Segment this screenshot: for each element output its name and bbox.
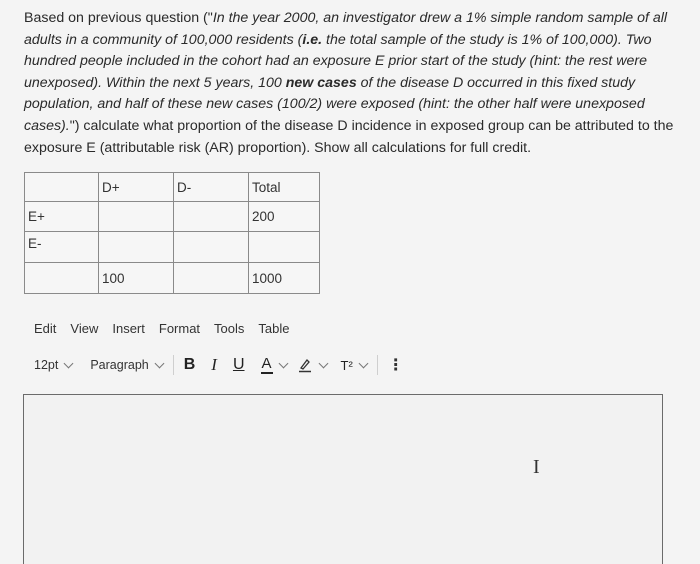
chevron-down-icon (154, 359, 164, 369)
table-cell[interactable] (99, 232, 174, 263)
highlight-pen-icon (297, 357, 313, 373)
table-cell[interactable]: Total (249, 173, 320, 202)
text-color-icon (261, 354, 273, 374)
menu-tools[interactable]: Tools (214, 321, 245, 336)
menu-format[interactable]: Format (158, 321, 201, 336)
contingency-table (24, 172, 320, 294)
text-color-glyph: A (261, 354, 272, 372)
highlight-color-button[interactable] (297, 357, 327, 373)
table-row (25, 232, 320, 263)
menu-view[interactable]: View (70, 321, 99, 336)
toolbar-divider (377, 355, 378, 375)
underline-button[interactable]: U (232, 356, 245, 373)
table-cell[interactable] (249, 232, 320, 263)
text-cursor-icon: I (533, 456, 540, 478)
table-cell[interactable] (25, 263, 99, 294)
table-cell[interactable] (174, 232, 249, 263)
italic-button[interactable]: I (211, 355, 217, 374)
more-options-icon[interactable]: ⋮ (387, 357, 403, 374)
font-size-value: 12pt (34, 358, 59, 372)
menu-table[interactable]: Table (258, 321, 290, 336)
rich-text-editor[interactable] (23, 394, 663, 564)
table-cell[interactable]: 200 (249, 202, 320, 232)
table-row (25, 263, 320, 294)
color-indicator (261, 372, 273, 374)
editor-toolbar (34, 354, 403, 376)
block-format-value: Paragraph (90, 358, 149, 372)
toolbar-divider (173, 355, 174, 375)
text-color-button[interactable] (261, 354, 287, 374)
menu-insert[interactable]: Insert (112, 321, 145, 336)
question-part: In the year 2000, an investigator drew a 1% simple random sample of all adults in a community of 100,000 residents ( (24, 10, 668, 48)
superscript-glyph: T² (340, 357, 353, 373)
table-row (25, 202, 320, 232)
table-cell[interactable]: E+ (25, 202, 99, 232)
font-size-select[interactable] (34, 358, 72, 372)
table-row (25, 173, 320, 202)
table-cell[interactable]: 100 (99, 263, 174, 294)
table-cell[interactable] (25, 173, 99, 202)
chevron-down-icon (278, 359, 288, 369)
table-cell[interactable]: D+ (99, 173, 174, 202)
question-part: new cases (285, 74, 357, 91)
question-text (24, 8, 674, 159)
table-cell[interactable] (99, 202, 174, 232)
chevron-down-icon (64, 359, 74, 369)
superscript-button[interactable] (341, 358, 367, 373)
table-cell[interactable]: D- (174, 173, 249, 202)
question-part: ") calculate what proportion of the disease D incidence in exposed group can be attributed to the exposure E (attributable risk (AR) proportion). Show all calculations for full credit. (24, 117, 674, 156)
table-cell[interactable] (174, 202, 249, 232)
question-part: Based on previous question (" (24, 10, 213, 26)
table-cell[interactable]: 1000 (249, 263, 320, 294)
editor-menubar (34, 321, 303, 336)
table-cell[interactable]: E- (25, 232, 99, 263)
menu-edit[interactable]: Edit (34, 321, 57, 336)
question-part: of the disease D occurred in this fixed study population, and half of these new cases (100/2) were exposed (hint: the other half were unexposed cases). (24, 74, 645, 134)
table-cell[interactable] (174, 263, 249, 294)
chevron-down-icon (318, 359, 328, 369)
chevron-down-icon (358, 359, 368, 369)
question-part: i.e. (302, 31, 323, 48)
block-format-select[interactable] (90, 358, 162, 372)
question-part: the total sample of the study is 1% of 100,000). Two hundred people included in the cohort had an exposure E prior start of the study (hint: the rest were unexposed). Within the next 5 years, 100 (24, 31, 652, 91)
bold-button[interactable]: B (183, 356, 196, 373)
